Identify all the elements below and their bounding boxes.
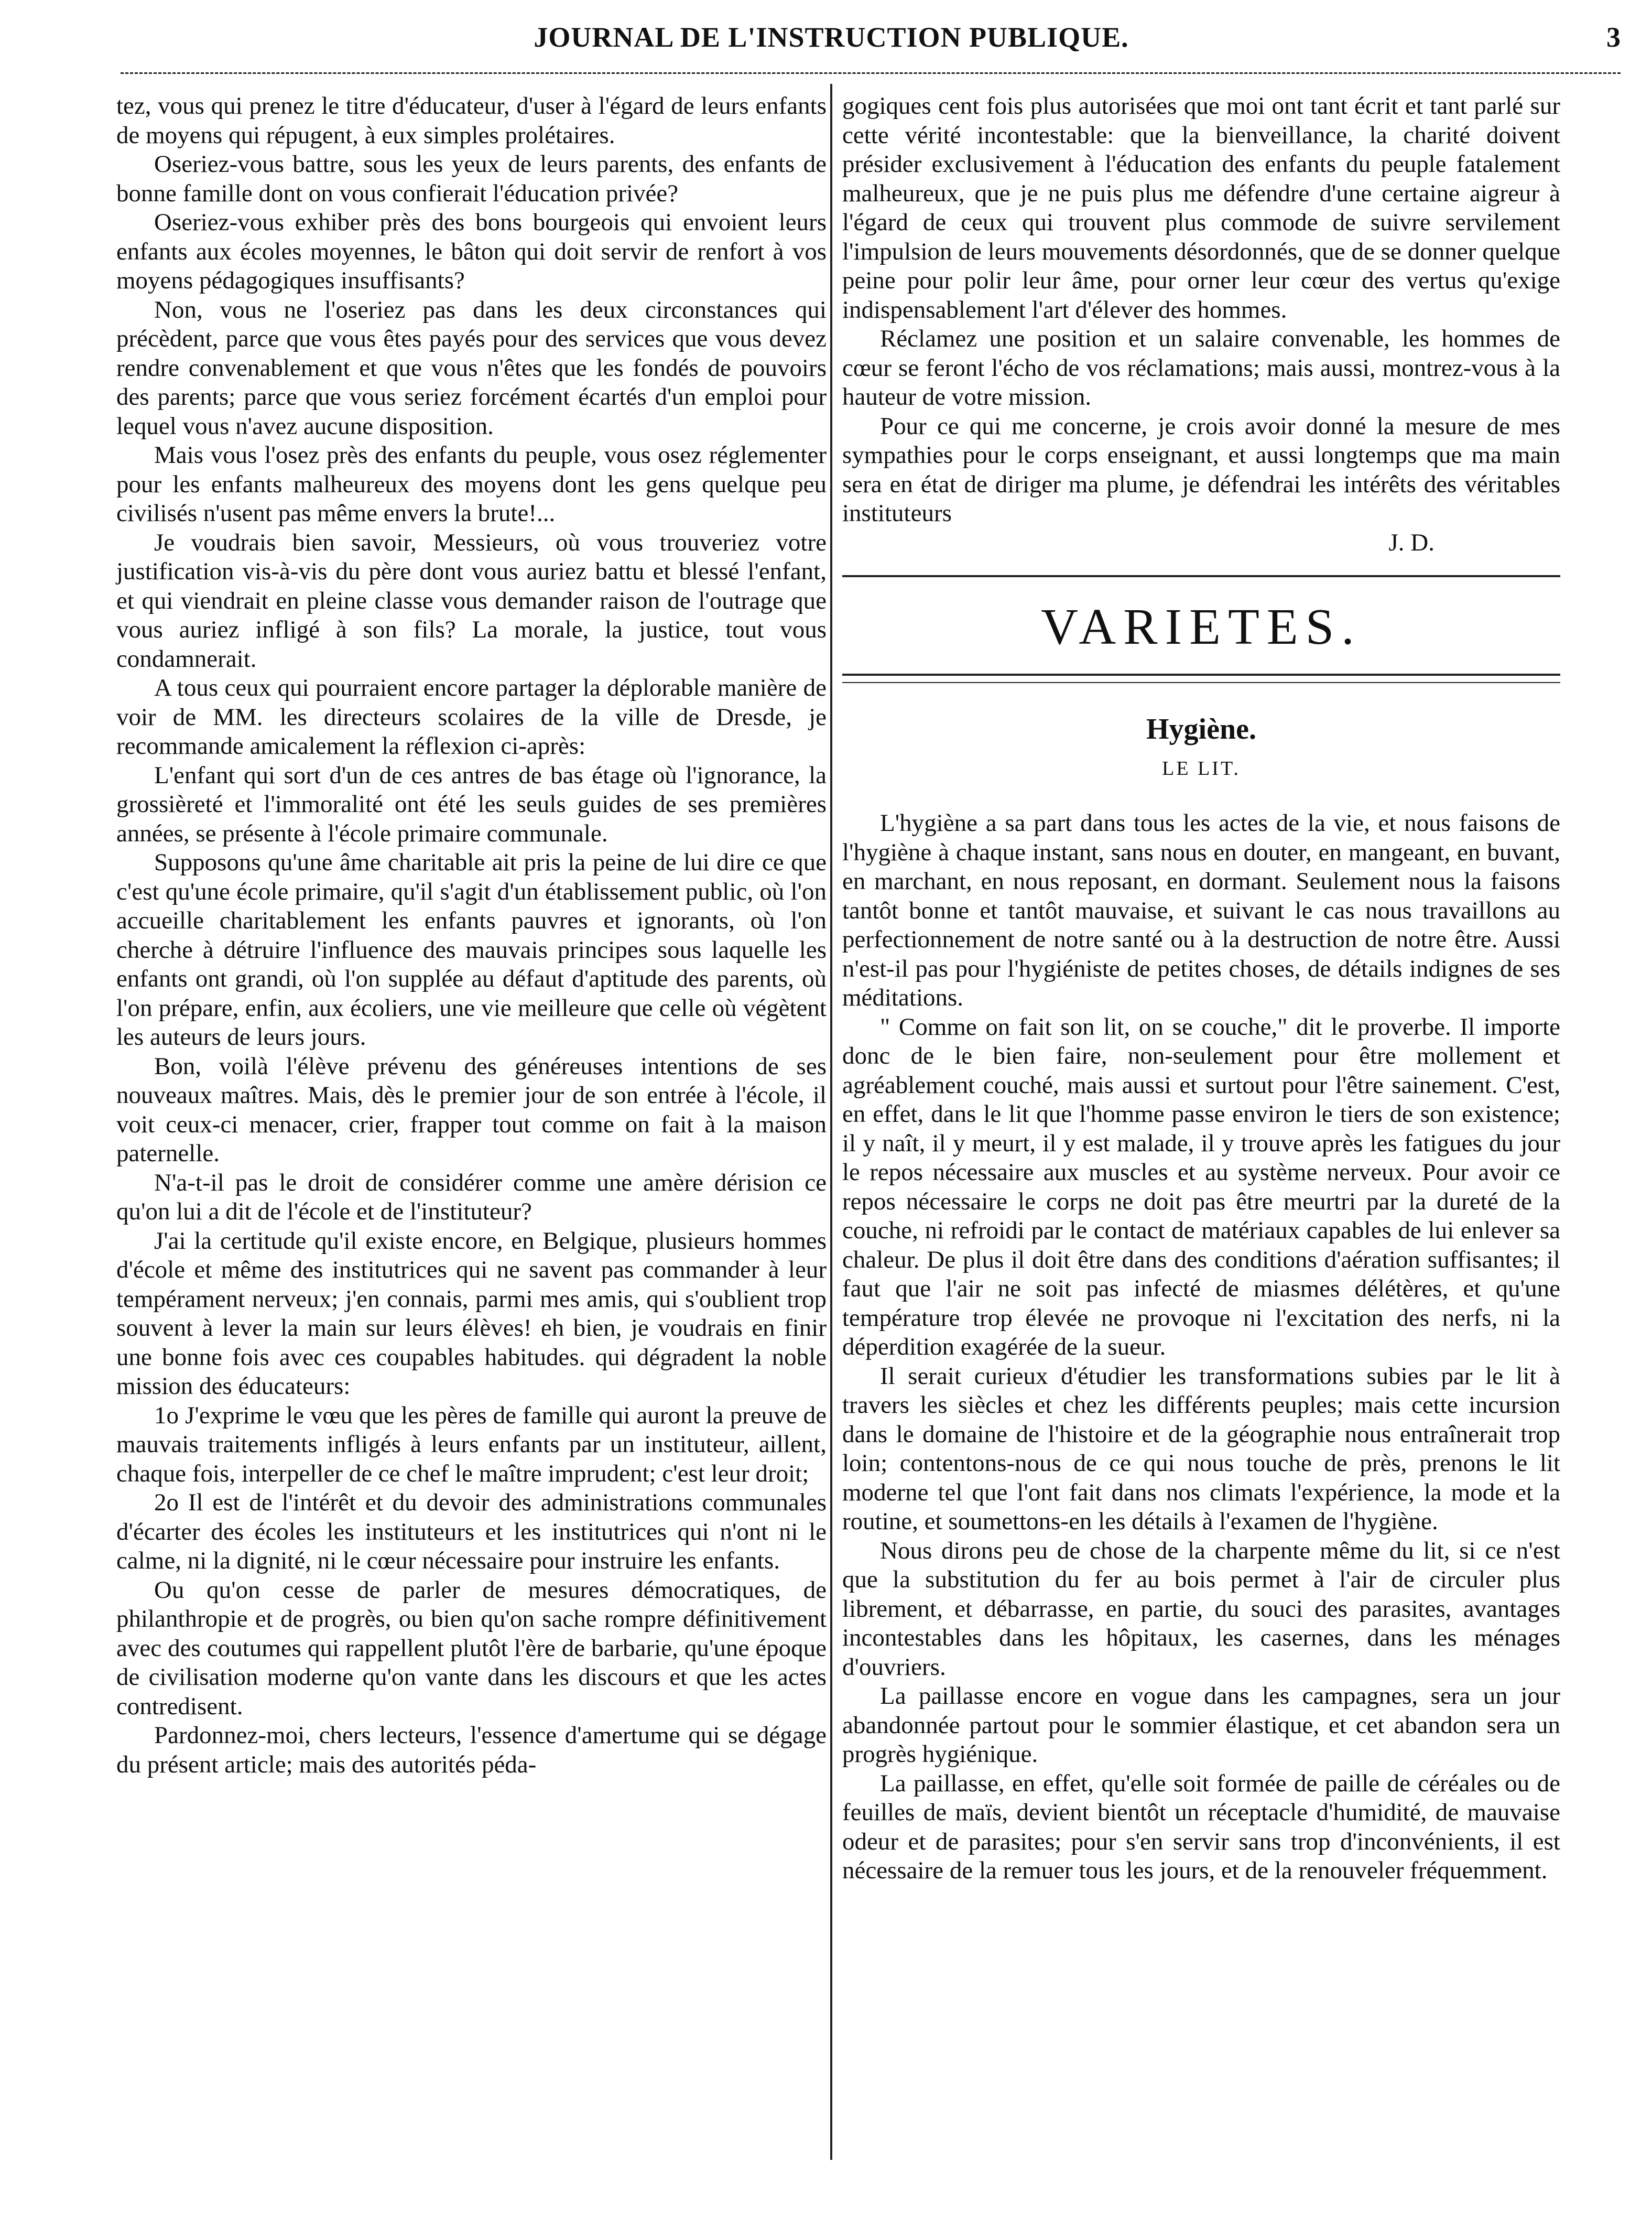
section-rule-top xyxy=(842,575,1560,577)
paragraph: La paillasse, en effet, qu'elle soit formée de paille de céréales ou de feuilles de maïs, devient bientôt un réceptacle d'humidité, de mauvaise odeur et de parasites; pour s'en servir sans trop d'inconvénients, il est nécessaire de la remuer tous les jours, et de la renouveler fréquemment. xyxy=(842,1769,1560,1884)
paragraph: La paillasse encore en vogue dans les campagnes, sera un jour abandonnée partout pour le sommier élastique, et cet abandon sera un progrès hygiénique. xyxy=(842,1682,1560,1768)
paragraph: Réclamez une position et un salaire convenable, les hommes de cœur se feront l'écho de vos réclamations; mais aussi, montrez-vous à la hauteur de votre mission. xyxy=(842,325,1560,410)
paragraph: J'ai la certitude qu'il existe encore, en Belgique, plusieurs hommes d'école et même des institutrices qui ne savent pas commander à leur tempérament nerveux; j'en connais, parmi mes amis, qui s'oublient trop souvent à lever la main sur leurs élèves! eh bien, je voudrais en finir une bonne fois avec ces coupables habitudes. qui dégradent la noble mission des éducateurs: xyxy=(116,1227,827,1400)
paragraph: Ou qu'on cesse de parler de mesures démocratiques, de philanthropie et de progrès, ou bien qu'on sache rompre définitivement avec des coutumes qui rappellent plutôt l'ère de barbarie, qu'une époque de civilisation moderne qu'on vante dans les discours et que les actes contredisent. xyxy=(116,1576,827,1720)
paragraph: Il serait curieux d'étudier les transformations subies par le lit à travers les siècles et chez les différents peuples; mais cette incursion dans le domaine de l'histoire et de la géographie nous entraînerait trop loin; contentons-nous de ce qui nous touche de près, prenons le lit moderne tel que l'ont fait dans nos climats l'expérience, la mode et la routine, et soumettons-en les détails à l'examen de l'hygiène. xyxy=(842,1362,1560,1535)
left-column xyxy=(116,92,827,1779)
paragraph: 2o Il est de l'intérêt et du devoir des administrations communales d'écarter des écoles les instituteurs et les institutrices qui n'ont ni le calme, ni la dignité, ni le cœur nécessaire pour instruire les enfants. xyxy=(116,1489,827,1574)
right-column xyxy=(842,92,1560,1886)
header-rule xyxy=(121,72,1621,74)
paragraph: N'a-t-il pas le droit de considérer comme une amère dérision ce qu'on lui a dit de l'école et de l'instituteur? xyxy=(116,1169,827,1225)
paragraph: Nous dirons peu de chose de la charpente même du lit, si ce n'est que la substitution du fer au bois permet à l'air de circuler plus librement, et débarrasse, en partie, du souci des parasites, avantages incontestables dans les hôpitaux, les casernes, dans les ménages d'ouvriers. xyxy=(842,1537,1560,1681)
paragraph: tez, vous qui prenez le titre d'éducateur, d'user à l'égard de leurs enfants de moyens qui répugent, à eux simples prolétaires. xyxy=(116,92,827,149)
page-number: 3 xyxy=(1606,21,1621,53)
paragraph: L'hygiène a sa part dans tous les actes de la vie, et nous faisons de l'hygiène à chaque instant, sans nous en douter, en mangeant, en buvant, en marchant, en nous reposant, en dormant. Seulement nous la faisons tantôt bonne et tantôt mauvaise, et suivant le cas nous travaillons au perfectionnement de notre santé ou à la destruction de notre être. Aussi n'est-il pas pour l'hygiéniste de petites choses, de détails indignes de ses méditations. xyxy=(842,809,1560,1011)
paragraph: Pardonnez-moi, chers lecteurs, l'essence d'amertume qui se dégage du présent article; mais des autorités péda- xyxy=(116,1722,827,1778)
paragraph: gogiques cent fois plus autorisées que moi ont tant écrit et tant parlé sur cette vérité incontestable: que la bienveillance, la charité doivent présider exclusivement à l'éducation des enfants du peuple fatalement malheureux, que je ne puis plus me défendre d'une certaine aigreur à l'égard de ceux qui trouvent plus commode de suivre servilement l'impulsion de leurs mouvements désordonnés, que de se donner quelque peine pour polir leur âme, pour orner leur cœur des vertus qu'exige indispensablement l'art d'élever des hommes. xyxy=(842,92,1560,323)
article-signature: J. D. xyxy=(1388,528,1434,556)
section-rule-bottom xyxy=(842,674,1560,676)
paragraph: Oseriez-vous battre, sous les yeux de leurs parents, des enfants de bonne famille dont on vous confierait l'éducation privée? xyxy=(116,150,827,207)
column-divider xyxy=(830,84,832,2160)
paragraph: Non, vous ne l'oseriez pas dans les deux circonstances qui précèdent, parce que vous êtes payés pour des services que vous devez rendre convenablement et que vous n'êtes que les fondés de pouvoirs des parents; parce que vous seriez forcément écartés d'un emploi pour lequel vous n'avez aucune disposition. xyxy=(116,296,827,440)
paragraph: Oseriez-vous exhiber près des bons bourgeois qui envoient leurs enfants aux écoles moyennes, le bâton qui doit servir de renfort à vos moyens pédagogiques insuffisants? xyxy=(116,209,827,294)
article-heading: LE LIT. xyxy=(1162,758,1241,780)
paragraph: Bon, voilà l'élève prévenu des généreuses intentions de ses nouveaux maîtres. Mais, dès le premier jour de son entrée à l'école, il voit ceux-ci menacer, crier, frapper tout comme on fait à la maison paternelle. xyxy=(116,1052,827,1167)
paragraph: L'enfant qui sort d'un de ces antres de bas étage où l'ignorance, la grossièreté et l'immoralité ont été les seuls guides de ses premières années, se présente à l'école primaire communale. xyxy=(116,761,827,847)
section-title: VARIETES. xyxy=(1041,599,1362,655)
sub-heading: Hygiène. xyxy=(1146,713,1256,745)
paragraph: A tous ceux qui pourraient encore partager la déplorable manière de voir de MM. les directeurs scolaires de la ville de Dresde, je recommande amicalement la réflexion ci-après: xyxy=(116,674,827,760)
running-header xyxy=(42,21,1621,63)
paragraph: " Comme on fait son lit, on se couche," dit le proverbe. Il importe donc de le bien faire, non-seulement pour être mollement et agréablement couché, mais aussi et surtout pour l'être sainement. C'est, en effet, dans le lit que l'homme passe environ le tiers de son existence; il y naît, il y meurt, il y est malade, il y trouve après les fatigues du jour le repos nécessaire aux muscles et au système nerveux. Pour avoir ce repos nécessaire le corps ne doit pas être meurtri par la dureté de la couche, ni refroidi par le contact de matériaux capables de lui enlever sa chaleur. De plus il doit être dans des conditions d'aération suffisantes; il faut que l'air ne soit pas infecté de miasmes délétères, et qu'une température trop élevée ne provoque ni l'excitation des nerfs, ni la déperdition exagérée de la sueur. xyxy=(842,1013,1560,1360)
section-rule-bottom-thin xyxy=(842,682,1560,683)
paragraph: Supposons qu'une âme charitable ait pris la peine de lui dire ce que c'est qu'une école primaire, qu'il s'agit d'un établissement public, où l'on accueille charitablement les enfants pauvres et ignorants, où l'on cherche à détruire l'influence des mauvais principes sous laquelle les enfants ont grandi, où l'on supplée au défaut d'aptitude des parents, où l'on prépare, enfin, aux écoliers, une vie meilleure que celle où végètent les auteurs de leurs jours. xyxy=(116,849,827,1051)
journal-title: JOURNAL DE L'INSTRUCTION PUBLIQUE. xyxy=(534,21,1129,53)
paragraph: Pour ce qui me concerne, je crois avoir donné la mesure de mes sympathies pour le corps enseignant, et aussi longtemps que ma main sera en état de diriger ma plume, je défendrai les intérêts des véritables instituteurs xyxy=(842,412,1560,527)
paragraph: 1o J'exprime le vœu que les pères de famille qui auront la preuve de mauvais traitements infligés à leurs enfants par un instituteur, aillent, chaque fois, interpeller de ce chef le maître imprudent; c'est leur droit; xyxy=(116,1401,827,1487)
paragraph: Mais vous l'osez près des enfants du peuple, vous osez réglementer pour les enfants malheureux des moyens dont les gens quelque peu civilisés n'usent pas même envers la brute!... xyxy=(116,441,827,527)
paragraph: Je voudrais bien savoir, Messieurs, où vous trouveriez votre justification vis-à-vis du père dont vous auriez battu et blessé l'enfant, et qui viendrait en pleine classe vous demander raison de l'outrage que vous auriez infligé à son fils? La morale, la justice, tout vous condamnerait. xyxy=(116,528,827,673)
